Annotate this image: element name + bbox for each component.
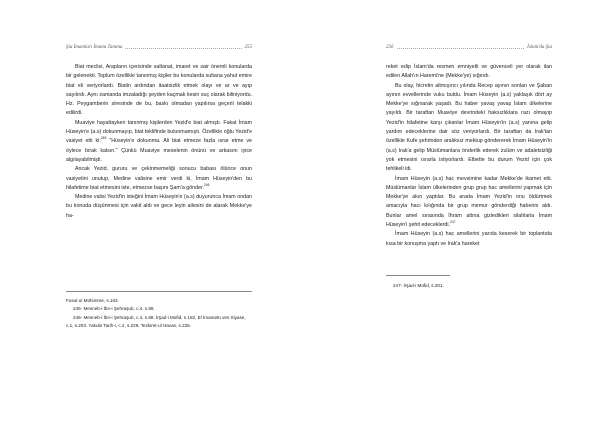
left-paragraph-1: Biat meclisi, Arapların içerisinde saltanat, imaret ve sair önemli konularda bir gelenekti. Toplum özellikle tanınmış kişiler bu konularda sultana yahut emire biat eli veriyorlardı. Biatin ardından itaatsizlik etmek olayı ve ar ve ayıp sayılırdı. Aynı zamanda imzaladığı şeyden kaçmak kesin suç olarak biliniyordu. Hz. Peygamberin siresinde de bu, baskı olmadan yapılırsa geçerli telakki edilirdi. bbox=[66, 64, 252, 117]
footnote-ref-245: 245 bbox=[100, 136, 107, 141]
left-paragraph-4: Medine valisi Yezid'in isteğini İmam Hüseyin'e (a.s) duyurunca İmam ondan bu konuda düşünmesi için vakit aldı ve gece leyin ailesini de alarak Mekke'ye ha- bbox=[66, 194, 252, 219]
right-running-head bbox=[386, 41, 552, 53]
footnote-ref-247: 247 bbox=[450, 220, 456, 225]
right-header-title: İslam'da Şia bbox=[527, 44, 552, 50]
right-page bbox=[300, 0, 600, 424]
left-body-text bbox=[66, 63, 252, 221]
right-footnote-divider bbox=[386, 275, 450, 276]
right-footnotes bbox=[386, 282, 552, 290]
right-paragraph-3-text: İmam Hüseyin (a.s) hac mevsimine kadar Mekke'de ikamet etti. Müslümanlar İslam ülkelerinden grup grup hac amellerini yapmak için Mekke'ye akın yaptılar. Bu arada İmam Yezid'in onu öldürtmek amacıyla hacı kılığında bir grup memur gönderdiği haberini aldı. Bunlar amel sırasında İhram altına gizledikleri silahlarla İmam Hüseyin'i şehit edeceklerdi. bbox=[386, 175, 552, 229]
left-paragraph-3-text: Ancak Yezid, gururu ve çekinmemeliği sonucu babası ölünce onun vasiyetini unutup, Medine valisine emir verdi ki, İmam Hüseyin'den bu hilafetime biat etmesini iste, etmezse başını Şam'a gönder. bbox=[66, 166, 252, 191]
footnote-entry: Fusul-ul Mühimme, s.163. bbox=[66, 298, 119, 303]
right-header-leader bbox=[397, 48, 525, 49]
left-page-number: 255 bbox=[244, 44, 252, 50]
left-header-title: Şia İmamları İmamı Tanıma bbox=[66, 44, 123, 50]
footnote-entry: 246- Mesneb-i İbn-i Şehraşub, c.4, s.88. İrşad-i Müfid, s.182, El İmametü ves Siyase, c.1, s.203. Yakubi Tarih-i, c.2, s.229, Tezkiret-ul Havas, s.235. bbox=[66, 314, 246, 328]
left-paragraph-2-quote: "Hüseyin'e dokunma. Ali biat etmeze fazla ısrar etme ve öylece bırak kalsın." Çünkü Muaviye meselenin önünü ve arkasını iyice algılayabilmişti. bbox=[66, 138, 253, 163]
left-paragraph-2 bbox=[66, 119, 252, 165]
right-paragraph-1: reket edip İslam'da resmen emniyetli ve güvenceli yer olarak ilan edilen Allah'ın Haremi'ne (Mekke'ye) sığındı. bbox=[386, 64, 552, 80]
footnote-entry: 247- İrşad-i Müfid, s.201. bbox=[393, 283, 444, 288]
left-running-head bbox=[66, 41, 252, 53]
left-footnotes bbox=[66, 297, 252, 330]
footnote-ref-246: 246 bbox=[203, 183, 210, 188]
left-paragraph-2-text: Muaviye hayattayken tanınmış kişilerden Yezid'e biat almıştı. Fakat İmam Hüseyin'e (a.s) dokunmayıp, biat teklifinde bulunmamıştı. Özellikle oğlu Yezid'e vasiyet etti ki: bbox=[66, 119, 252, 145]
left-footnote-divider bbox=[66, 291, 252, 292]
right-paragraph-2: Bu olay, hicretin altmışıncı yılında Recep ayının sonları ve Şaban ayının evvellerinde vuku buldu. İmam Hüseyin (a.s) yaklaşık dört ay Mekke'ye sığınarak yaşadı. Bu haber yavaş yavaş İslam ülkelerine yayıldı. Bir taraftan Muaviye devrindeki haksızlıklara razı olmayıp Yezid'in hilafetine karşı çıkanlar İmam Hüseyin'in (a.s) yanına gelip yardım edeceklerine dair söz veriyorlardı. Bir taraftan da Irak'tan özellikle Kufe şehrinden aralıksız mektup göndererek İmam Hüseyin'in (a.s) Irak'a gelip Müslümanlara önderlik ederek zulüm ve adaletsizliği yok etmesini ısrarla istiyorlardı. Elbette bu durum Yezid için çok tehlikeli idi. bbox=[386, 82, 552, 173]
right-body-text bbox=[386, 63, 552, 249]
left-header-leader bbox=[125, 48, 241, 49]
right-page-number: 256 bbox=[386, 44, 394, 50]
footnote-entry: 245- Mesneb-i İbn-i Şehraşub, c.4, s.88. bbox=[73, 306, 155, 312]
right-paragraph-3 bbox=[386, 175, 552, 231]
right-paragraph-4: İmam Hüseyin (a.s) hac amellerini yarıda keserek bir toplantıda kısa bir konuşma yaptı ve Irak'a hareket bbox=[386, 231, 552, 247]
left-paragraph-3 bbox=[66, 165, 252, 193]
